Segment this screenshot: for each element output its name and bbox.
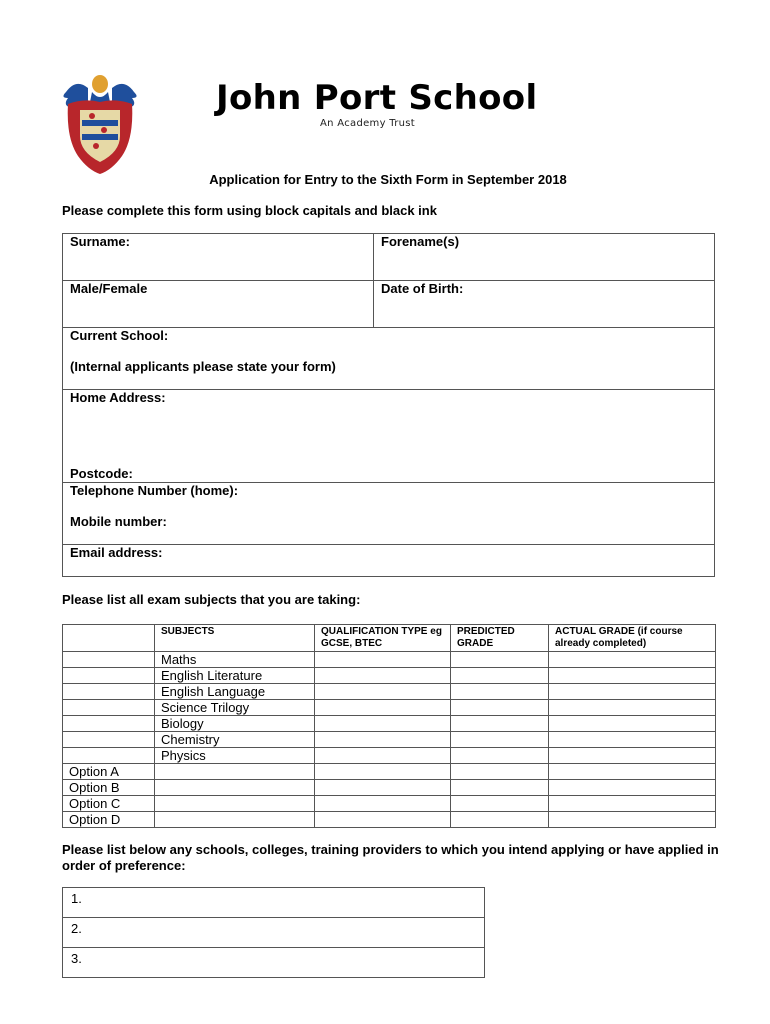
school-preference-3[interactable]: 3. [63, 948, 485, 978]
divider [373, 233, 374, 328]
qualification-cell[interactable] [315, 732, 451, 748]
exam-row [63, 748, 716, 764]
predicted-grade-cell[interactable] [451, 796, 549, 812]
actual-grade-cell[interactable] [549, 668, 716, 684]
predicted-grade-cell[interactable] [451, 748, 549, 764]
exam-row [63, 700, 716, 716]
email-field[interactable]: Email address: [70, 545, 163, 560]
exam-row [63, 716, 716, 732]
subject-cell: English Language [155, 684, 315, 700]
actual-grade-header: ACTUAL GRADE (if course already completed) [549, 625, 716, 652]
option-cell [63, 716, 155, 732]
actual-grade-cell[interactable] [549, 716, 716, 732]
exam-heading: Please list all exam subjects that you are taking: [62, 592, 361, 607]
exam-row [63, 652, 716, 668]
school-preference-1[interactable]: 1. [63, 888, 485, 918]
current-school-field[interactable]: Current School: [70, 328, 169, 343]
school-crest-logo [58, 68, 142, 176]
predicted-grade-cell[interactable] [451, 668, 549, 684]
qualification-header: QUALIFICATION TYPE eg GCSE, BTEC [315, 625, 451, 652]
actual-grade-cell[interactable] [549, 812, 716, 828]
subject-cell: Maths [155, 652, 315, 668]
dob-field[interactable]: Date of Birth: [381, 281, 464, 296]
option-cell [63, 700, 155, 716]
exam-subjects-table [62, 624, 716, 828]
home-address-field[interactable]: Home Address: [70, 390, 166, 405]
option-cell: Option A [63, 764, 155, 780]
option-cell [63, 684, 155, 700]
forenames-field[interactable]: Forename(s) [381, 234, 460, 249]
option-cell: Option D [63, 812, 155, 828]
qualification-cell[interactable] [315, 652, 451, 668]
gender-field[interactable]: Male/Female [70, 281, 148, 296]
exam-row [63, 764, 716, 780]
subject-cell: Science Trilogy [155, 700, 315, 716]
qualification-cell[interactable] [315, 780, 451, 796]
option-cell: Option C [63, 796, 155, 812]
telephone-field[interactable]: Telephone Number (home): [70, 483, 239, 498]
predicted-grade-cell[interactable] [451, 652, 549, 668]
exam-row [63, 732, 716, 748]
schools-row [63, 918, 485, 948]
predicted-grade-cell[interactable] [451, 780, 549, 796]
subject-cell[interactable] [155, 812, 315, 828]
subjects-header: SUBJECTS [155, 625, 315, 652]
school-name: John Port School [216, 78, 538, 118]
qualification-cell[interactable] [315, 812, 451, 828]
actual-grade-cell[interactable] [549, 684, 716, 700]
predicted-grade-header: PREDICTED GRADE [451, 625, 549, 652]
qualification-cell[interactable] [315, 764, 451, 780]
predicted-grade-cell[interactable] [451, 812, 549, 828]
postcode-field[interactable]: Postcode: [70, 466, 133, 481]
exam-header-row [63, 625, 716, 652]
schools-row [63, 888, 485, 918]
exam-row [63, 796, 716, 812]
option-cell: Option B [63, 780, 155, 796]
actual-grade-cell[interactable] [549, 652, 716, 668]
predicted-grade-cell[interactable] [451, 700, 549, 716]
exam-row [63, 812, 716, 828]
option-cell [63, 748, 155, 764]
form-instructions: Please complete this form using block capitals and black ink [62, 203, 437, 218]
predicted-grade-cell[interactable] [451, 732, 549, 748]
actual-grade-cell[interactable] [549, 780, 716, 796]
surname-field[interactable]: Surname: [70, 234, 130, 249]
form-title: Application for Entry to the Sixth Form in September 2018 [209, 172, 567, 187]
actual-grade-cell[interactable] [549, 764, 716, 780]
exam-row [63, 684, 716, 700]
subject-cell: Biology [155, 716, 315, 732]
school-subtitle: An Academy Trust [320, 118, 416, 129]
predicted-grade-cell[interactable] [451, 764, 549, 780]
option-cell [63, 732, 155, 748]
qualification-cell[interactable] [315, 668, 451, 684]
exam-row [63, 668, 716, 684]
option-cell [63, 668, 155, 684]
subject-cell: Physics [155, 748, 315, 764]
internal-note: (Internal applicants please state your form) [70, 359, 336, 374]
option-cell [63, 652, 155, 668]
qualification-cell[interactable] [315, 716, 451, 732]
actual-grade-cell[interactable] [549, 700, 716, 716]
schools-preference-table [62, 887, 485, 978]
qualification-cell[interactable] [315, 700, 451, 716]
option-header [63, 625, 155, 652]
exam-row [63, 780, 716, 796]
qualification-cell[interactable] [315, 684, 451, 700]
actual-grade-cell[interactable] [549, 796, 716, 812]
actual-grade-cell[interactable] [549, 732, 716, 748]
subject-cell[interactable] [155, 780, 315, 796]
predicted-grade-cell[interactable] [451, 684, 549, 700]
mobile-field[interactable]: Mobile number: [70, 514, 167, 529]
school-preference-2[interactable]: 2. [63, 918, 485, 948]
subject-cell[interactable] [155, 764, 315, 780]
subject-cell: Chemistry [155, 732, 315, 748]
schools-row [63, 948, 485, 978]
qualification-cell[interactable] [315, 748, 451, 764]
qualification-cell[interactable] [315, 796, 451, 812]
actual-grade-cell[interactable] [549, 748, 716, 764]
schools-heading: Please list below any schools, colleges, training providers to which you intend applying or have applied in order of preference: [62, 842, 719, 873]
subject-cell[interactable] [155, 796, 315, 812]
subject-cell: English Literature [155, 668, 315, 684]
predicted-grade-cell[interactable] [451, 716, 549, 732]
